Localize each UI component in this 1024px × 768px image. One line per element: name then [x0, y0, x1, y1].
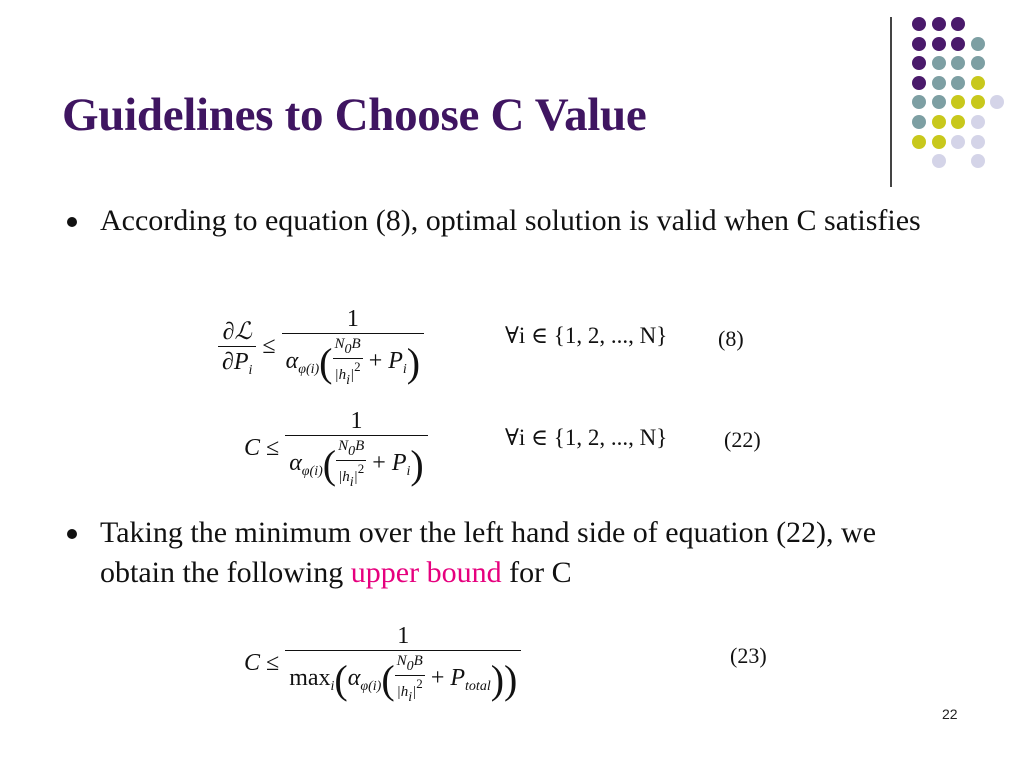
- decorative-dot: [912, 135, 926, 149]
- eq23-max-sub: i: [330, 679, 335, 695]
- eq22-inner-fraction: [336, 438, 366, 491]
- bullet-dot-icon: [67, 529, 77, 539]
- eq22-alpha: α: [289, 450, 302, 477]
- decorative-dot: [932, 154, 946, 168]
- eq23-relation: ≤: [266, 650, 280, 677]
- eq23-plus: +: [430, 665, 445, 692]
- eq23-inner-num-sub: 0: [406, 659, 414, 674]
- eq22-rhs-fraction: [285, 408, 428, 491]
- eq23-inner-den-sub: i: [408, 690, 413, 705]
- eq23-inner-den-sup: 2: [416, 676, 423, 691]
- equation-23: [244, 623, 521, 706]
- decorative-dot: [990, 95, 1004, 109]
- eq8-p-sub: i: [402, 362, 407, 378]
- eq8-inner-num-b: B: [351, 336, 361, 352]
- decorative-dot: [971, 135, 985, 149]
- decorative-dot: [912, 17, 926, 31]
- eq8-lhs-denominator: [218, 346, 256, 379]
- decorative-dot: [951, 17, 965, 31]
- eq8-lhs-den-text: ∂P: [222, 348, 249, 375]
- eq23-lhs: C: [244, 650, 261, 677]
- eq23-max: max: [289, 665, 331, 692]
- eq23-p: P: [450, 665, 466, 692]
- eq23-rhs-fraction: [285, 623, 521, 706]
- bullet2-text-after: for C: [501, 556, 572, 589]
- decorative-dot: [912, 115, 926, 129]
- eq8-rhs-denominator: [282, 333, 425, 389]
- eq8-alpha-sub: φ(i): [298, 362, 320, 378]
- equation-22: [244, 408, 428, 491]
- decorative-dot: [971, 56, 985, 70]
- eq8-inner-den: |h: [334, 367, 347, 383]
- eq8-lhs-numerator: ∂ℒ: [222, 318, 252, 345]
- decorative-dot: [932, 37, 946, 51]
- bullet2-highlight: upper bound: [350, 556, 502, 589]
- eq8-relation: ≤: [262, 333, 276, 360]
- bullet-text-2: [100, 513, 950, 593]
- eq23-rhs-numerator: 1: [397, 623, 410, 649]
- decorative-dot: [951, 115, 965, 129]
- eq22-left-paren: (: [322, 442, 337, 487]
- eq22-inner-den-end: |: [353, 469, 358, 485]
- eq22-inner-den-sub: i: [349, 475, 354, 490]
- decorative-dot: [912, 76, 926, 90]
- eq23-inner-den-end: |: [412, 684, 417, 700]
- decorative-dot: [932, 76, 946, 90]
- bullet-text-1: According to equation (8), optimal solution is valid when C satisfies: [100, 204, 921, 237]
- eq23-rhs-denominator: [285, 650, 521, 706]
- eq8-rhs-numerator: 1: [346, 306, 359, 332]
- eq22-lhs: C: [244, 435, 261, 462]
- decorative-dot: [971, 154, 985, 168]
- eq22-right-paren: ): [410, 442, 424, 487]
- eq8-alpha: α: [285, 348, 299, 375]
- eq22-forall-condition: ∀i ∈ {1, 2, ..., N}: [505, 425, 668, 450]
- eq8-inner-den-end: |: [350, 367, 355, 383]
- eq22-inner-num-b: B: [355, 438, 365, 454]
- decorative-dot: [951, 76, 965, 90]
- eq8-inner-den-sub: i: [346, 373, 351, 388]
- eq8-forall-condition: ∀i ∈ {1, 2, ..., N}: [505, 323, 668, 348]
- eq22-inner-num: N: [338, 438, 349, 454]
- eq23-outer-right-paren: ): [504, 657, 518, 702]
- decorative-dot: [932, 95, 946, 109]
- decorative-dot: [951, 56, 965, 70]
- eq22-relation: ≤: [266, 435, 280, 462]
- bullet2-text-before: Taking the minimum over the left hand side of equation (22), we obtain the following: [100, 516, 877, 589]
- decorative-dot: [932, 56, 946, 70]
- decorative-dot: [932, 135, 946, 149]
- eq8-left-paren: (: [319, 340, 333, 385]
- eq23-label: (23): [730, 643, 767, 668]
- eq22-p-sub: i: [406, 464, 411, 480]
- eq23-inner-num: N: [396, 653, 407, 669]
- eq8-p: P: [388, 348, 403, 375]
- eq8-inner-num-sub: 0: [344, 342, 352, 357]
- eq8-lhs-den-sub: i: [248, 362, 253, 378]
- eq22-label: (22): [724, 427, 761, 452]
- page-number: 22: [942, 706, 958, 722]
- eq22-inner-den: |h: [338, 469, 350, 485]
- eq23-left-paren: (: [381, 657, 395, 702]
- decorative-dot: [971, 115, 985, 129]
- eq22-plus: +: [372, 450, 386, 477]
- decorative-dot: [912, 56, 926, 70]
- decorative-dot: [971, 76, 985, 90]
- eq23-inner-num-b: B: [413, 653, 423, 669]
- eq8-right-paren: ): [406, 340, 421, 385]
- eq8-plus: +: [368, 348, 383, 375]
- decorative-dot: [932, 115, 946, 129]
- eq23-alpha: α: [347, 665, 361, 692]
- decorative-dot: [971, 37, 985, 51]
- eq8-label: (8): [718, 326, 744, 351]
- slide-title: Guidelines to Choose C Value: [62, 89, 647, 141]
- decorative-dot: [951, 95, 965, 109]
- eq8-inner-fraction: [333, 336, 363, 389]
- title-divider-line: [890, 17, 892, 187]
- eq23-inner-fraction: [395, 653, 425, 706]
- eq22-inner-num-sub: 0: [348, 444, 356, 459]
- eq23-outer-left-paren: (: [334, 657, 348, 702]
- eq8-rhs-fraction: [282, 306, 425, 389]
- eq22-alpha-sub: φ(i): [301, 464, 323, 480]
- eq23-p-sub: total: [465, 679, 491, 695]
- decorative-dot: [951, 135, 965, 149]
- eq23-right-paren: ): [490, 657, 505, 702]
- decorative-dot: [912, 95, 926, 109]
- eq22-inner-den-sup: 2: [357, 461, 365, 476]
- eq23-inner-den: |h: [396, 684, 409, 700]
- decorative-dot: [932, 17, 946, 31]
- decorative-dot: [971, 95, 985, 109]
- eq8-lhs-fraction: [218, 317, 256, 379]
- eq22-p: P: [391, 450, 407, 477]
- eq8-inner-num: N: [334, 336, 345, 352]
- decorative-dot: [912, 37, 926, 51]
- decorative-dot: [951, 37, 965, 51]
- eq8-inner-den-sup: 2: [354, 359, 361, 374]
- equation-8: [218, 306, 424, 389]
- eq22-rhs-denominator: [285, 435, 428, 491]
- eq22-rhs-numerator: 1: [350, 408, 363, 434]
- eq23-alpha-sub: φ(i): [360, 679, 382, 695]
- bullet-dot-icon: [67, 217, 77, 227]
